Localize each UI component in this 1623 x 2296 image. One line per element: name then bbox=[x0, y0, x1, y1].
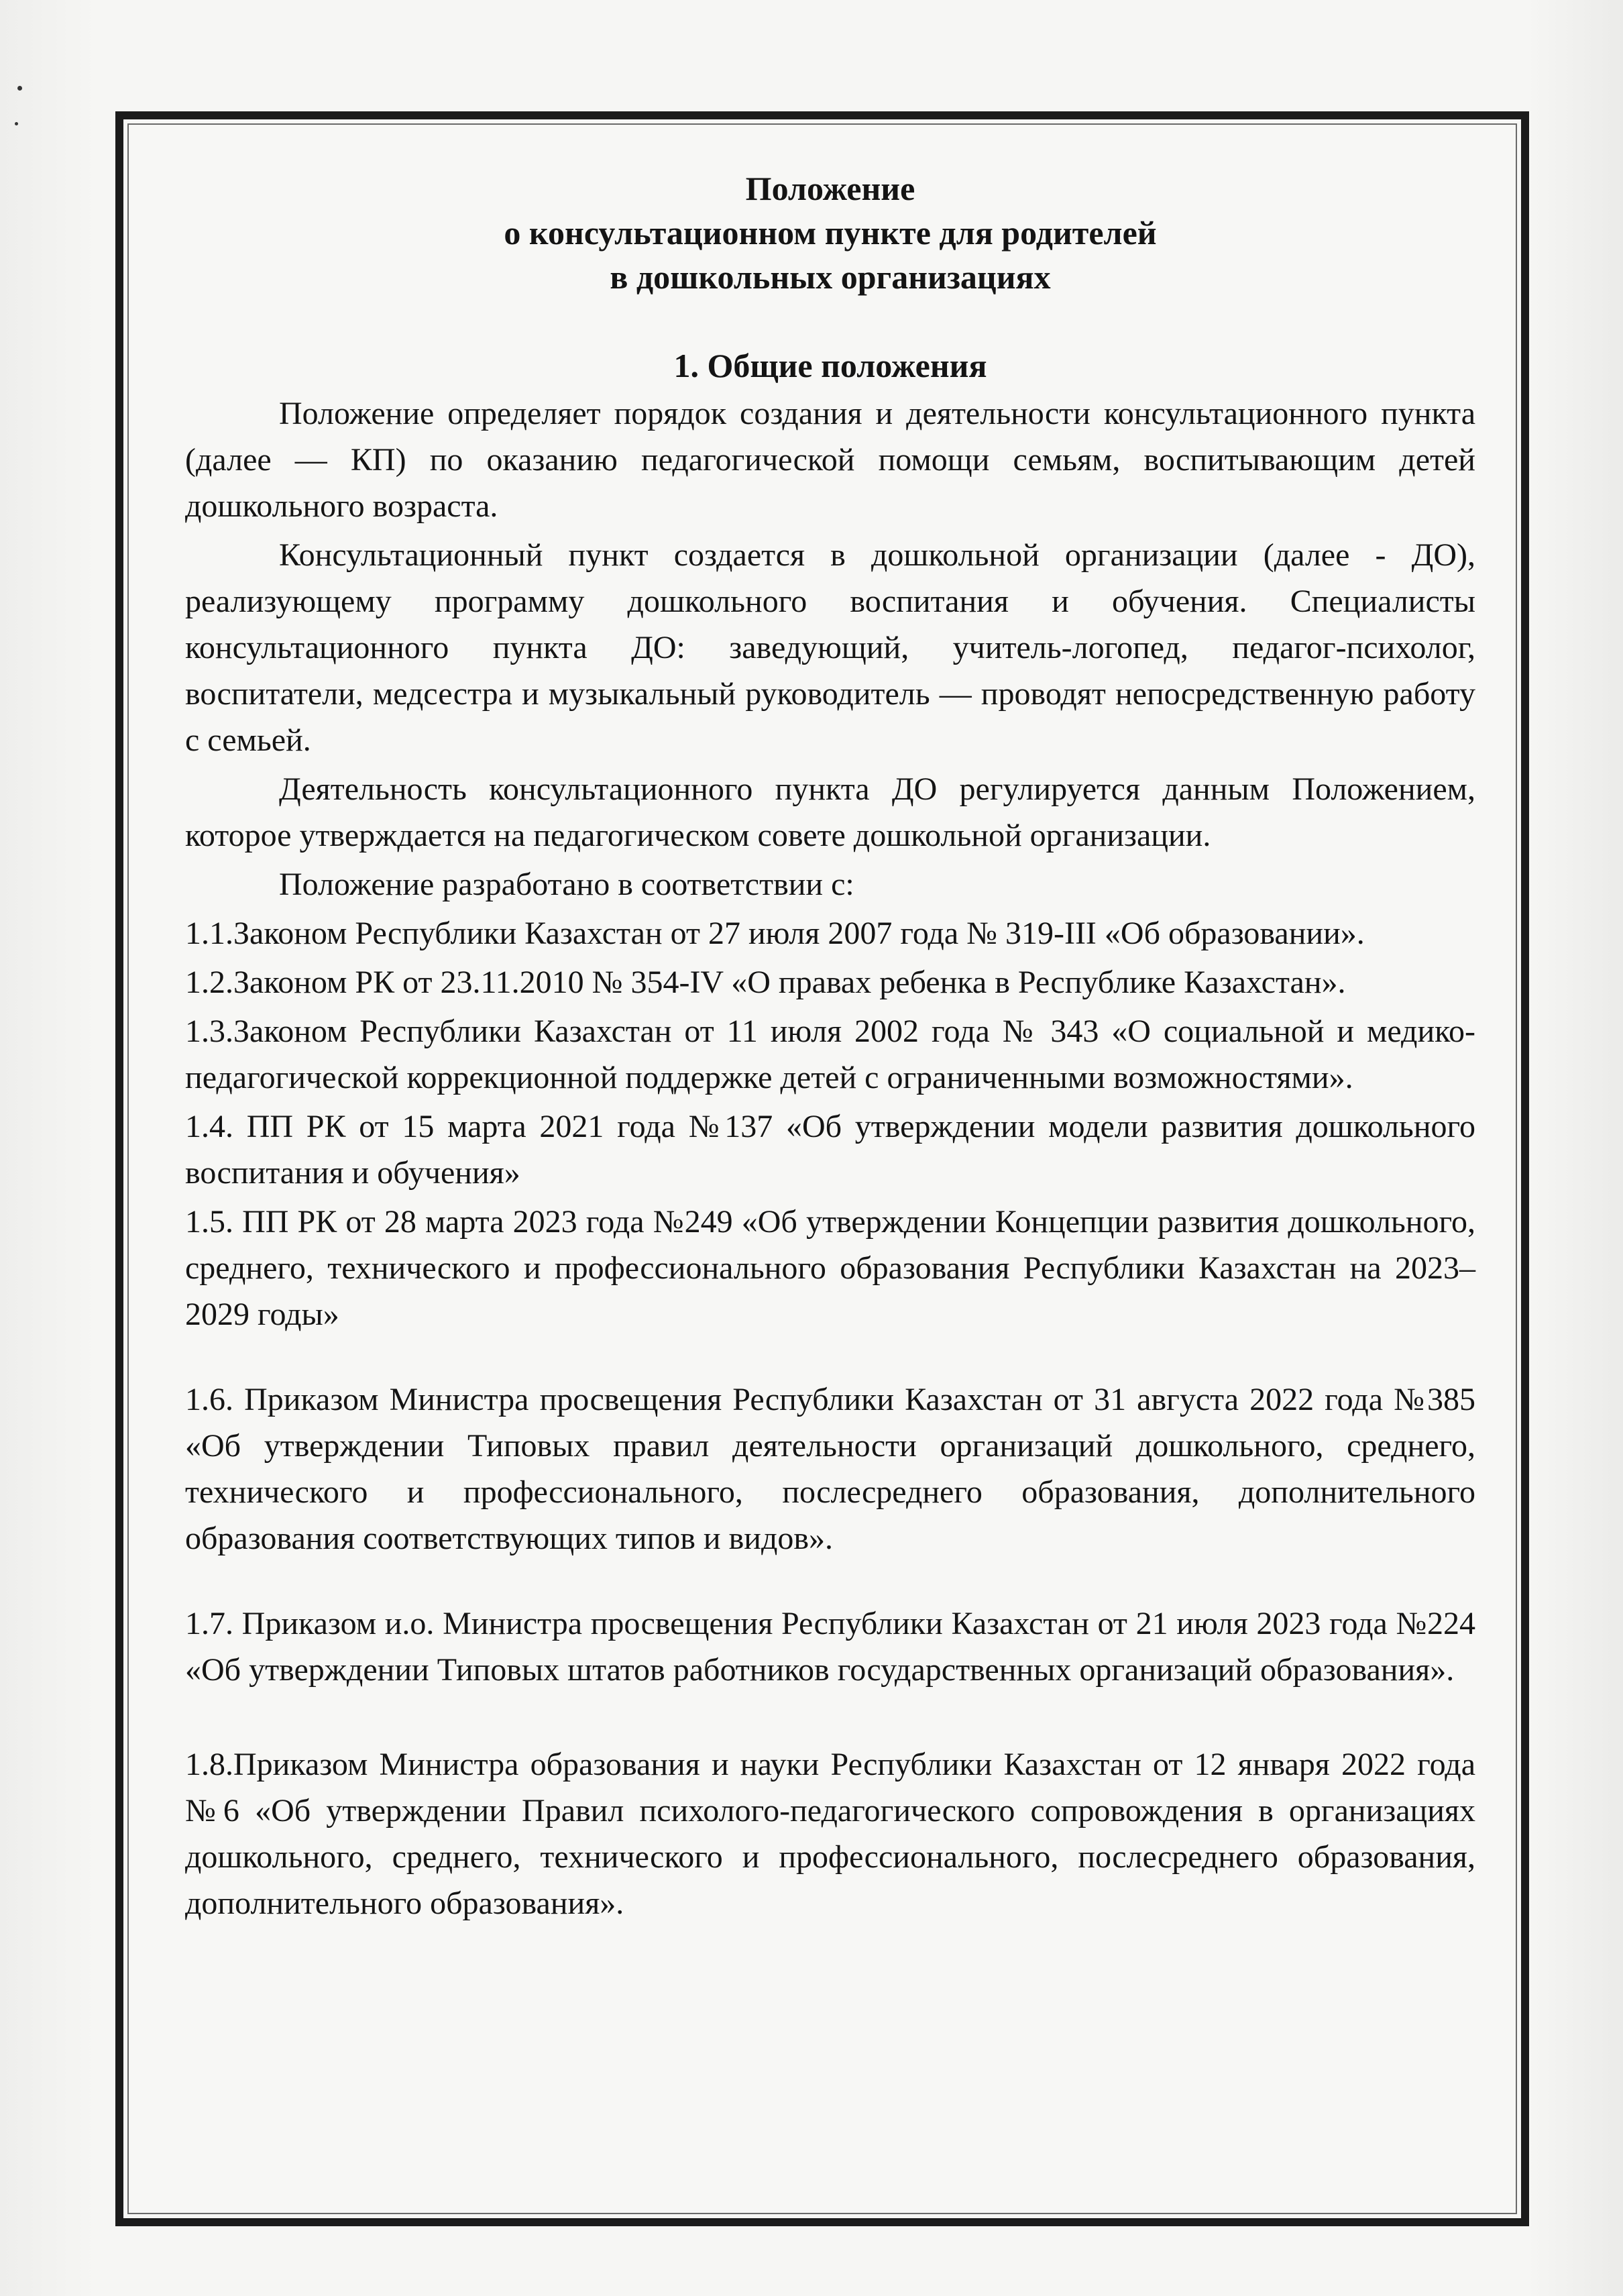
list-item: 1.5. ПП РК от 28 марта 2023 года №249 «Об утверждении Концепции развития дошкольного, среднего, технического и профессионального образования Республики Казахстан на 2023–2029 годы» bbox=[185, 1204, 1475, 1332]
paragraph: Консультационный пункт создается в дошкольной организации (далее - ДО), реализующему программу дошкольного воспитания и обучения. Специалисты консультационного пункта ДО: заведующий, учитель-логопед, педагог-психолог, воспитатели, медсестра и музыкальный руководитель — проводят непосредственную работу с семьей. bbox=[185, 537, 1475, 758]
document-content bbox=[185, 166, 1475, 1929]
document-frame bbox=[115, 111, 1529, 2226]
title-line: о консультационном пункте для родителей bbox=[504, 214, 1157, 252]
list-item: 1.6. Приказом Министра просвещения Республики Казахстан от 31 августа 2022 года №385 «Об утверждении Типовых правил деятельности организаций дошкольного, среднего, технического и профессионального, послесреднего образования, дополнительного образования соответствующих типов и видов». bbox=[185, 1382, 1475, 1556]
list-item: 1.8.Приказом Министра образования и науки Республики Казахстан от 12 января 2022 года №6 «Об утверждении Правил психолого-педагогического сопровождения в организациях дошкольного, среднего, технического и профессионального, послесреднего образования, дополнительного образования». bbox=[185, 1747, 1475, 1921]
title-line: в дошкольных организациях bbox=[610, 258, 1051, 296]
list-item: 1.4. ПП РК от 15 марта 2021 года №137 «Об утверждении модели развития дошкольного воспитания и обучения» bbox=[185, 1109, 1475, 1191]
paragraph: Деятельность консультационного пункта ДО регулируется данным Положением, которое утверждается на педагогическом совете дошкольной организации. bbox=[185, 771, 1475, 853]
paragraph: Положение разработано в соответствии с: bbox=[279, 867, 854, 902]
title-line: Положение bbox=[745, 170, 915, 207]
list-item: 1.1.Законом Республики Казахстан от 27 июля 2007 года № 319-III «Об образовании». bbox=[185, 916, 1365, 951]
paragraph: Положение определяет порядок создания и деятельности консультационного пункта (далее — КП) по оказанию педагогической помощи семьям, воспитывающим детей дошкольного возраста. bbox=[185, 396, 1475, 524]
list-item: 1.2.Законом РК от 23.11.2010 № 354-IV «О правах ребенка в Республике Казахстан». bbox=[185, 965, 1346, 1000]
section-heading: 1. Общие положения bbox=[673, 347, 987, 384]
list-item: 1.7. Приказом и.о. Министра просвещения Республики Казахстан от 21 июля 2023 года №224 «Об утверждении Типовых штатов работников государственных организаций образования». bbox=[185, 1606, 1475, 1688]
scan-speck bbox=[17, 86, 22, 91]
list-item: 1.3.Законом Республики Казахстан от 11 июля 2002 года № 343 «О социальной и медико-педагогической коррекционной поддержке детей с ограниченными возможностями». bbox=[185, 1014, 1475, 1095]
scan-speck bbox=[15, 122, 18, 125]
document-title bbox=[185, 166, 1475, 299]
